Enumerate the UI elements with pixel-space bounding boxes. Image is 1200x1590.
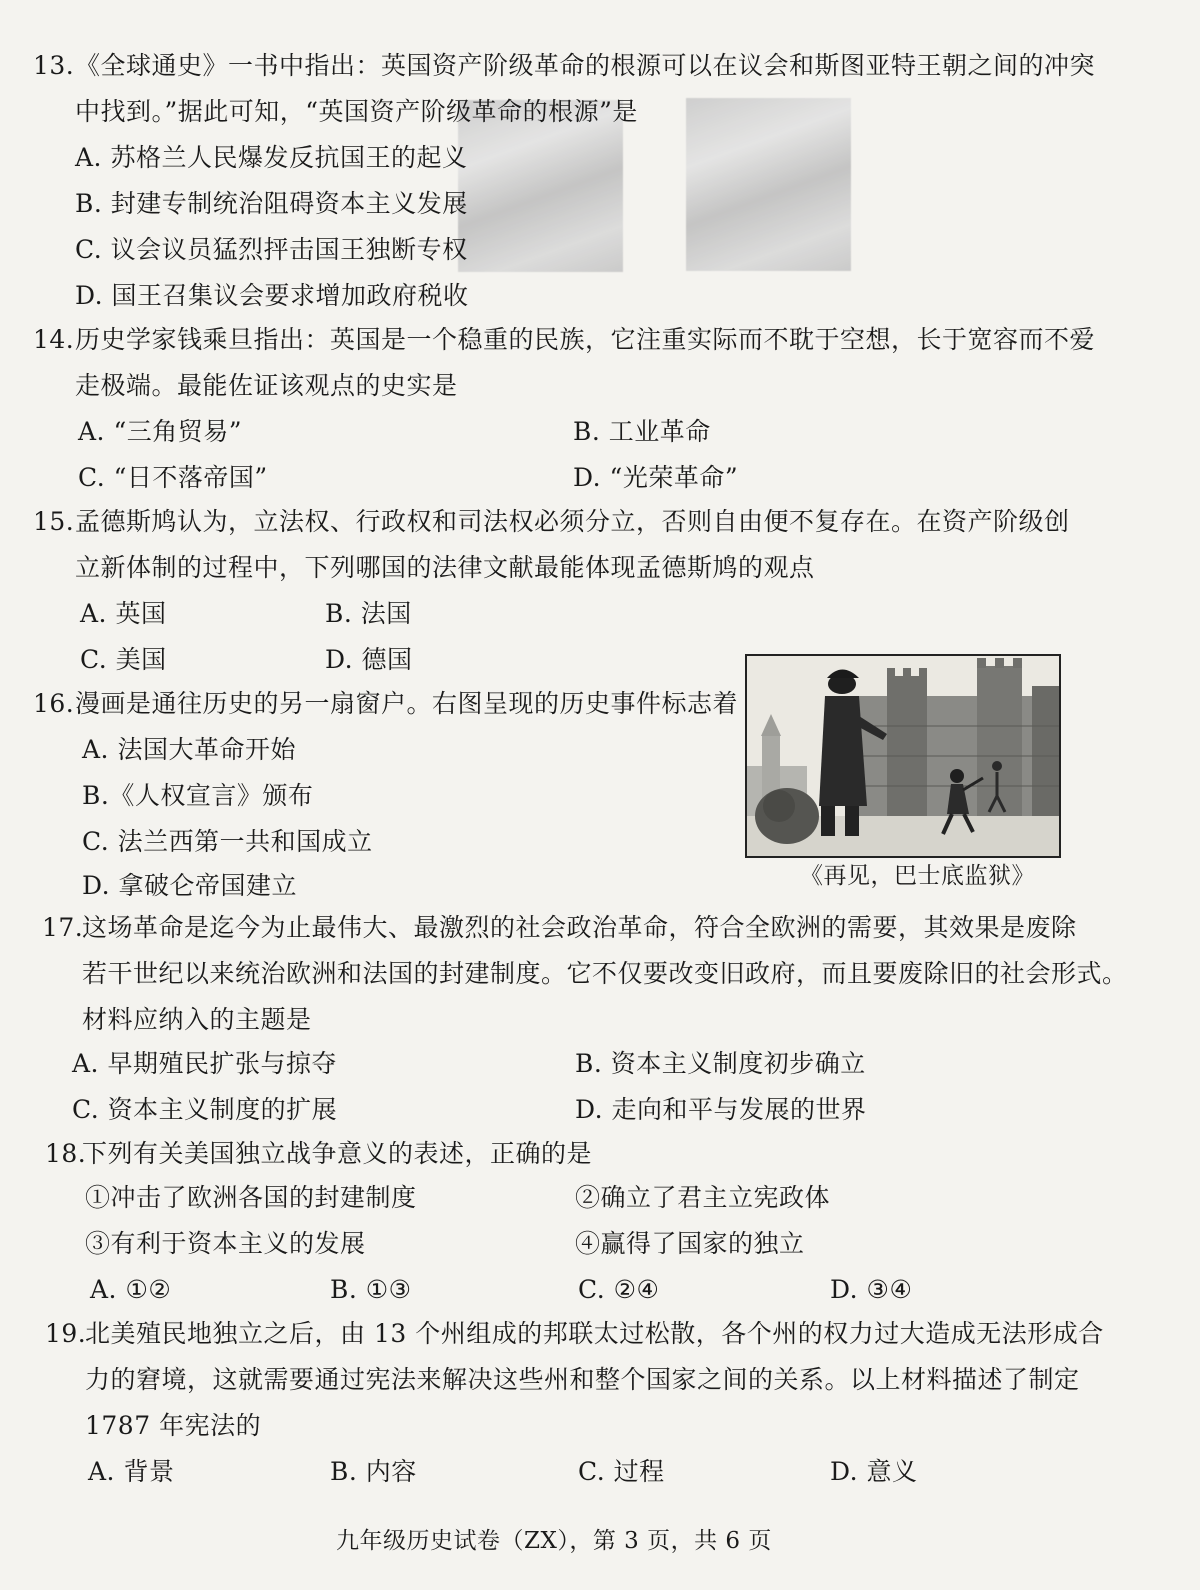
option-b: B. 法国	[325, 599, 412, 628]
question-number: 13.	[33, 51, 75, 80]
question-stem: 北美殖民地独立之后，由 13 个州组成的邦联太过松散，各个州的权力过大造成无法形成合	[85, 1319, 1104, 1348]
question-stem: 若干世纪以来统治欧洲和法国的封建制度。它不仅要改变旧政府，而且要废除旧的社会形式。	[82, 959, 1128, 988]
question-number: 14.	[33, 325, 75, 354]
option-c: C. ②④	[578, 1275, 660, 1304]
figure-caption: 《再见，巴士底监狱》	[800, 863, 1035, 889]
option-b: B. 资本主义制度初步确立	[575, 1049, 866, 1078]
faded-photo-right	[686, 98, 851, 271]
option-c: C. 美国	[80, 645, 167, 674]
statement-1: ①冲击了欧洲各国的封建制度	[85, 1183, 417, 1212]
question-stem: 漫画是通往历史的另一扇窗户。右图呈现的历史事件标志着	[75, 689, 739, 718]
question-number: 15.	[33, 507, 75, 536]
option-a: A. 早期殖民扩张与掠夺	[72, 1049, 337, 1078]
question-stem: 立新体制的过程中，下列哪国的法律文献最能体现孟德斯鸠的观点	[75, 553, 815, 582]
question-stem: 走极端。最能佐证该观点的史实是	[75, 371, 458, 400]
option-a: A. 法国大革命开始	[82, 735, 296, 764]
statement-4: ④赢得了国家的独立	[575, 1229, 805, 1258]
option-b: B.《人权宣言》颁布	[82, 781, 314, 810]
option-b: B. 工业革命	[573, 417, 711, 446]
option-c: C. 议会议员猛烈抨击国王独断专权	[75, 235, 468, 264]
option-d: D. 拿破仑帝国建立	[82, 871, 298, 900]
option-d: D. 德国	[325, 645, 413, 674]
question-stem: 孟德斯鸠认为，立法权、行政权和司法权必须分立，否则自由便不复存在。在资产阶级创	[75, 507, 1070, 536]
question-stem: 下列有关美国独立战争意义的表述，正确的是	[82, 1139, 593, 1168]
question-stem: 这场革命是迄今为止最伟大、最激烈的社会政治革命，符合全欧洲的需要，其效果是废除	[82, 913, 1077, 942]
question-number: 17.	[42, 913, 84, 942]
option-d: D. ③④	[830, 1275, 913, 1304]
option-c: C. 法兰西第一共和国成立	[82, 827, 373, 856]
option-d: D. 意义	[830, 1457, 918, 1486]
option-a: A. 英国	[80, 599, 167, 628]
option-c: C. 过程	[578, 1457, 665, 1486]
question-stem: 中找到。”据此可知，“英国资产阶级革命的根源”是	[75, 97, 638, 126]
statement-2: ②确立了君主立宪政体	[575, 1183, 831, 1212]
option-c: C. “日不落帝国”	[78, 463, 268, 492]
option-b: B. 内容	[330, 1457, 417, 1486]
bastille-cartoon	[745, 654, 1061, 858]
option-c: C. 资本主义制度的扩展	[72, 1095, 338, 1124]
option-d: D. “光荣革命”	[573, 463, 739, 492]
option-a: A. ①②	[90, 1275, 172, 1304]
option-a: A. 苏格兰人民爆发反抗国王的起义	[75, 143, 468, 172]
question-number: 19.	[45, 1319, 87, 1348]
question-number: 18.	[45, 1139, 87, 1168]
question-number: 16.	[33, 689, 75, 718]
bastille-cartoon-illustration	[747, 656, 1059, 856]
option-d: D. 走向和平与发展的世界	[575, 1095, 867, 1124]
question-stem: 材料应纳入的主题是	[82, 1005, 312, 1034]
option-a: A. “三角贸易”	[78, 417, 243, 446]
question-stem: 1787 年宪法的	[85, 1411, 262, 1440]
statement-3: ③有利于资本主义的发展	[85, 1229, 366, 1258]
option-d: D. 国王召集议会要求增加政府税收	[75, 281, 469, 310]
option-b: B. 封建专制统治阻碍资本主义发展	[75, 189, 468, 218]
option-a: A. 背景	[88, 1457, 175, 1486]
question-stem: 《全球通史》一书中指出：英国资产阶级革命的根源可以在议会和斯图亚特王朝之间的冲突	[75, 51, 1096, 80]
question-stem: 力的窘境，这就需要通过宪法来解决这些州和整个国家之间的关系。以上材料描述了制定	[85, 1365, 1080, 1394]
option-b: B. ①③	[330, 1275, 412, 1304]
question-stem: 历史学家钱乘旦指出：英国是一个稳重的民族，它注重实际而不耽于空想，长于宽容而不爱	[75, 325, 1096, 354]
page-footer: 九年级历史试卷（ZX），第 3 页，共 6 页	[336, 1528, 772, 1554]
